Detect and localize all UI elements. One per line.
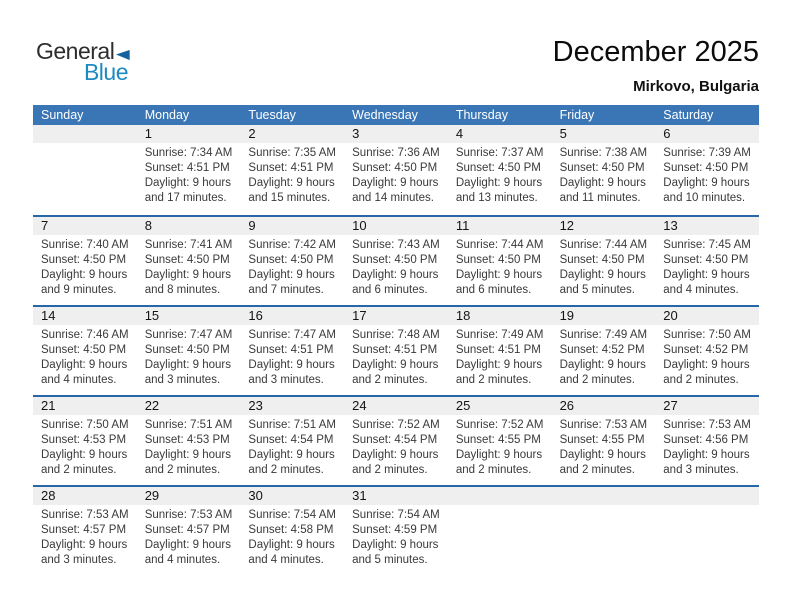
- day-number: 3: [344, 125, 448, 143]
- day-number: 23: [240, 397, 344, 415]
- day-cell: [448, 397, 552, 485]
- day-cell-body: [33, 143, 137, 146]
- week-row: [33, 485, 759, 575]
- day-cell-body: [448, 235, 552, 298]
- day-cell: [344, 217, 448, 305]
- sunrise-text: Sunrise: 7:35 AM: [248, 147, 336, 159]
- day-cell-body: [344, 235, 448, 298]
- day-number: 20: [655, 307, 759, 325]
- daylight-text-line2: and 13 minutes.: [455, 192, 538, 204]
- day-number: 6: [655, 125, 759, 143]
- day-number: 25: [448, 397, 552, 415]
- daylight-text-line1: Daylight: 9 hours: [663, 359, 750, 371]
- daylight-text-line1: Daylight: 9 hours: [41, 539, 128, 551]
- daylight-text-line2: and 11 minutes.: [559, 192, 641, 204]
- sunrise-text: Sunrise: 7:54 AM: [352, 509, 440, 521]
- day-cell-body: [552, 143, 656, 206]
- day-cell-body: [137, 325, 241, 388]
- daylight-text-line2: and 2 minutes.: [352, 374, 428, 386]
- day-cell-body: [552, 505, 656, 508]
- daylight-text-line1: Daylight: 9 hours: [144, 359, 231, 371]
- daylight-text-line2: and 2 minutes.: [455, 464, 532, 476]
- sunset-text: Sunset: 4:54 PM: [248, 434, 334, 446]
- day-cell: [448, 307, 552, 395]
- day-cell: [137, 487, 241, 575]
- sunrise-text: Sunrise: 7:38 AM: [559, 147, 648, 159]
- day-cell-body: [448, 415, 552, 478]
- sunrise-text: Sunrise: 7:54 AM: [248, 509, 336, 521]
- daylight-text-line2: and 3 minutes.: [663, 464, 739, 476]
- sunrise-text: Sunrise: 7:53 AM: [41, 509, 129, 521]
- daylight-text-line2: and 7 minutes.: [248, 284, 324, 296]
- day-cell-body: [655, 505, 759, 508]
- daylight-text-line2: and 10 minutes.: [663, 192, 746, 204]
- sunset-text: Sunset: 4:51 PM: [248, 344, 334, 356]
- daylight-text-line1: Daylight: 9 hours: [248, 177, 335, 189]
- day-cell-body: [240, 415, 344, 478]
- day-number: [33, 125, 137, 143]
- sunset-text: Sunset: 4:50 PM: [144, 254, 230, 266]
- day-cell-body: [552, 415, 656, 478]
- day-cell-body: [33, 325, 137, 388]
- weekday-label-thursday: Thursday: [455, 108, 508, 122]
- sunrise-text: Sunrise: 7:47 AM: [248, 329, 336, 341]
- sunset-text: Sunset: 4:59 PM: [352, 524, 438, 536]
- day-number: 31: [344, 487, 448, 505]
- day-cell: [240, 125, 344, 215]
- day-cell-body: [240, 235, 344, 298]
- daylight-text-line2: and 2 minutes.: [144, 464, 221, 476]
- sunset-text: Sunset: 4:50 PM: [559, 254, 645, 266]
- day-cell: [240, 307, 344, 395]
- day-cell-body: [655, 235, 759, 298]
- daylight-text-line2: and 5 minutes.: [559, 284, 635, 296]
- day-number: 26: [552, 397, 656, 415]
- daylight-text-line2: and 14 minutes.: [352, 192, 434, 204]
- day-cell: [33, 307, 137, 395]
- day-number: 11: [448, 217, 552, 235]
- sunrise-text: Sunrise: 7:43 AM: [352, 239, 440, 251]
- day-number: [448, 487, 552, 505]
- day-cell: [344, 125, 448, 215]
- day-cell: [137, 397, 241, 485]
- sunrise-text: Sunrise: 7:50 AM: [663, 329, 751, 341]
- day-cell-body: [344, 415, 448, 478]
- day-cell-body: [448, 325, 552, 388]
- day-cell: [344, 307, 448, 395]
- sunset-text: Sunset: 4:50 PM: [352, 162, 438, 174]
- daylight-text-line2: and 4 minutes.: [663, 284, 739, 296]
- daylight-text-line1: Daylight: 9 hours: [559, 449, 646, 461]
- sunset-text: Sunset: 4:50 PM: [663, 162, 749, 174]
- daylight-text-line2: and 2 minutes.: [559, 464, 635, 476]
- daylight-text-line1: Daylight: 9 hours: [455, 359, 543, 371]
- daylight-text-line1: Daylight: 9 hours: [559, 359, 646, 371]
- day-cell: [552, 307, 656, 395]
- daylight-text-line2: and 4 minutes.: [248, 554, 324, 566]
- sunrise-text: Sunrise: 7:49 AM: [455, 329, 544, 341]
- daylight-text-line2: and 2 minutes.: [663, 374, 739, 386]
- sunrise-text: Sunrise: 7:42 AM: [248, 239, 336, 251]
- sunset-text: Sunset: 4:55 PM: [455, 434, 541, 446]
- logo-text-general: General: [36, 38, 115, 64]
- sunset-text: Sunset: 4:51 PM: [455, 344, 541, 356]
- daylight-text-line2: and 9 minutes.: [41, 284, 117, 296]
- sunrise-text: Sunrise: 7:45 AM: [663, 239, 751, 251]
- sunrise-text: Sunrise: 7:36 AM: [352, 147, 440, 159]
- weekday-label-wednesday: Wednesday: [352, 108, 418, 122]
- weekday-label-sunday: Sunday: [41, 108, 84, 122]
- day-cell-body: [655, 415, 759, 478]
- sunrise-text: Sunrise: 7:48 AM: [352, 329, 440, 341]
- week-row: [33, 395, 759, 485]
- day-number: [655, 487, 759, 505]
- sunset-text: Sunset: 4:56 PM: [663, 434, 749, 446]
- sunset-text: Sunset: 4:50 PM: [455, 254, 541, 266]
- day-number: 18: [448, 307, 552, 325]
- day-cell: [448, 217, 552, 305]
- daylight-text-line2: and 3 minutes.: [144, 374, 221, 386]
- day-cell: [33, 487, 137, 575]
- sunset-text: Sunset: 4:53 PM: [41, 434, 127, 446]
- day-number: 1: [137, 125, 241, 143]
- day-number: 21: [33, 397, 137, 415]
- day-number: [552, 487, 656, 505]
- day-number: 2: [240, 125, 344, 143]
- daylight-text-line2: and 3 minutes.: [41, 554, 117, 566]
- daylight-text-line2: and 17 minutes.: [144, 192, 227, 204]
- day-cell-body: [655, 325, 759, 388]
- day-cell-body: [33, 235, 137, 298]
- general-blue-logo: [36, 40, 130, 84]
- day-cell-body: [448, 505, 552, 508]
- daylight-text-line1: Daylight: 9 hours: [144, 177, 231, 189]
- logo-text-blue: Blue: [83, 59, 128, 85]
- sunrise-text: Sunrise: 7:49 AM: [559, 329, 648, 341]
- page-title: December 2025: [552, 36, 759, 68]
- daylight-text-line1: Daylight: 9 hours: [248, 449, 335, 461]
- daylight-text-line2: and 5 minutes.: [352, 554, 428, 566]
- sunset-text: Sunset: 4:50 PM: [144, 344, 230, 356]
- daylight-text-line2: and 15 minutes.: [248, 192, 331, 204]
- day-cell: [552, 125, 656, 215]
- day-number: 16: [240, 307, 344, 325]
- day-cell-body: [240, 325, 344, 388]
- daylight-text-line2: and 2 minutes.: [455, 374, 532, 386]
- sunrise-text: Sunrise: 7:46 AM: [41, 329, 129, 341]
- day-number: 14: [33, 307, 137, 325]
- sunrise-text: Sunrise: 7:51 AM: [248, 419, 336, 431]
- day-cell: [33, 125, 137, 215]
- sunset-text: Sunset: 4:57 PM: [41, 524, 127, 536]
- weeks-container: [33, 125, 759, 575]
- day-cell-body: [137, 143, 241, 206]
- daylight-text-line2: and 6 minutes.: [455, 284, 532, 296]
- day-cell: [448, 125, 552, 215]
- day-cell-body: [137, 235, 241, 298]
- sunrise-text: Sunrise: 7:41 AM: [144, 239, 233, 251]
- daylight-text-line2: and 2 minutes.: [559, 374, 635, 386]
- day-cell-body: [240, 143, 344, 206]
- day-cell-body: [137, 415, 241, 478]
- day-number: 17: [344, 307, 448, 325]
- daylight-text-line1: Daylight: 9 hours: [663, 269, 750, 281]
- sunset-text: Sunset: 4:50 PM: [663, 254, 749, 266]
- day-cell: [344, 487, 448, 575]
- day-cell-body: [552, 235, 656, 298]
- title-block: [553, 36, 759, 95]
- day-number: 4: [448, 125, 552, 143]
- sunrise-text: Sunrise: 7:44 AM: [559, 239, 648, 251]
- week-row: [33, 215, 759, 305]
- sunrise-text: Sunrise: 7:53 AM: [144, 509, 233, 521]
- day-number: 13: [655, 217, 759, 235]
- day-number: 7: [33, 217, 137, 235]
- day-cell-body: [240, 505, 344, 568]
- daylight-text-line1: Daylight: 9 hours: [663, 177, 750, 189]
- sunrise-text: Sunrise: 7:34 AM: [144, 147, 233, 159]
- daylight-text-line2: and 2 minutes.: [352, 464, 428, 476]
- week-row: [33, 125, 759, 215]
- day-number: 27: [655, 397, 759, 415]
- daylight-text-line1: Daylight: 9 hours: [352, 177, 439, 189]
- day-cell: [552, 397, 656, 485]
- day-cell-body: [33, 505, 137, 568]
- daylight-text-line1: Daylight: 9 hours: [559, 269, 646, 281]
- daylight-text-line1: Daylight: 9 hours: [144, 539, 231, 551]
- sunrise-text: Sunrise: 7:40 AM: [41, 239, 129, 251]
- day-cell: [552, 217, 656, 305]
- sunrise-text: Sunrise: 7:50 AM: [41, 419, 129, 431]
- sunset-text: Sunset: 4:58 PM: [248, 524, 334, 536]
- daylight-text-line1: Daylight: 9 hours: [455, 177, 543, 189]
- sunset-text: Sunset: 4:57 PM: [144, 524, 230, 536]
- day-cell: [655, 397, 759, 485]
- daylight-text-line1: Daylight: 9 hours: [248, 269, 335, 281]
- daylight-text-line2: and 2 minutes.: [41, 464, 117, 476]
- day-cell-body: [655, 143, 759, 206]
- daylight-text-line1: Daylight: 9 hours: [41, 449, 128, 461]
- sunset-text: Sunset: 4:52 PM: [663, 344, 749, 356]
- day-cell-body: [33, 415, 137, 478]
- day-cell-body: [344, 325, 448, 388]
- calendar-table: [33, 105, 759, 575]
- sunrise-text: Sunrise: 7:52 AM: [352, 419, 440, 431]
- sunset-text: Sunset: 4:50 PM: [559, 162, 645, 174]
- day-cell: [655, 217, 759, 305]
- day-number: 9: [240, 217, 344, 235]
- daylight-text-line1: Daylight: 9 hours: [41, 269, 128, 281]
- day-number: 8: [137, 217, 241, 235]
- daylight-text-line1: Daylight: 9 hours: [144, 269, 231, 281]
- day-number: 28: [33, 487, 137, 505]
- day-cell-body: [137, 505, 241, 568]
- day-cell: [655, 307, 759, 395]
- daylight-text-line2: and 6 minutes.: [352, 284, 428, 296]
- day-number: 29: [137, 487, 241, 505]
- daylight-text-line2: and 8 minutes.: [144, 284, 221, 296]
- sunset-text: Sunset: 4:50 PM: [41, 344, 127, 356]
- day-cell: [344, 397, 448, 485]
- daylight-text-line2: and 4 minutes.: [144, 554, 221, 566]
- day-number: 24: [344, 397, 448, 415]
- sunset-text: Sunset: 4:51 PM: [352, 344, 438, 356]
- daylight-text-line1: Daylight: 9 hours: [663, 449, 750, 461]
- sunrise-text: Sunrise: 7:39 AM: [663, 147, 751, 159]
- day-cell: [655, 125, 759, 215]
- day-cell: [33, 397, 137, 485]
- sunrise-text: Sunrise: 7:53 AM: [663, 419, 751, 431]
- sunset-text: Sunset: 4:51 PM: [144, 162, 230, 174]
- daylight-text-line1: Daylight: 9 hours: [248, 359, 335, 371]
- sunset-text: Sunset: 4:50 PM: [455, 162, 541, 174]
- day-cell: [655, 487, 759, 575]
- day-cell: [137, 125, 241, 215]
- day-cell: [240, 487, 344, 575]
- daylight-text-line1: Daylight: 9 hours: [455, 269, 543, 281]
- week-row: [33, 305, 759, 395]
- daylight-text-line1: Daylight: 9 hours: [41, 359, 128, 371]
- day-cell-body: [552, 325, 656, 388]
- day-number: 12: [552, 217, 656, 235]
- day-number: 30: [240, 487, 344, 505]
- day-number: 5: [552, 125, 656, 143]
- sunset-text: Sunset: 4:53 PM: [144, 434, 230, 446]
- day-cell: [240, 397, 344, 485]
- sunset-text: Sunset: 4:55 PM: [559, 434, 645, 446]
- day-cell: [137, 307, 241, 395]
- sunset-text: Sunset: 4:50 PM: [248, 254, 334, 266]
- day-number: 22: [137, 397, 241, 415]
- daylight-text-line2: and 2 minutes.: [248, 464, 324, 476]
- sunrise-text: Sunrise: 7:37 AM: [455, 147, 544, 159]
- sunset-text: Sunset: 4:52 PM: [559, 344, 645, 356]
- weekday-label-tuesday: Tuesday: [248, 108, 296, 122]
- day-cell: [552, 487, 656, 575]
- daylight-text-line1: Daylight: 9 hours: [559, 177, 646, 189]
- weekday-label-monday: Monday: [144, 108, 190, 122]
- daylight-text-line1: Daylight: 9 hours: [144, 449, 231, 461]
- sunrise-text: Sunrise: 7:53 AM: [559, 419, 648, 431]
- day-cell: [137, 217, 241, 305]
- daylight-text-line1: Daylight: 9 hours: [352, 269, 439, 281]
- sunrise-text: Sunrise: 7:51 AM: [144, 419, 233, 431]
- page-subtitle: Mirkovo, Bulgaria: [633, 78, 759, 96]
- sunrise-text: Sunrise: 7:52 AM: [455, 419, 544, 431]
- daylight-text-line1: Daylight: 9 hours: [352, 359, 439, 371]
- daylight-text-line2: and 3 minutes.: [248, 374, 324, 386]
- day-cell: [448, 487, 552, 575]
- day-cell-body: [448, 143, 552, 206]
- sunrise-text: Sunrise: 7:47 AM: [144, 329, 233, 341]
- weekday-label-saturday: Saturday: [663, 108, 714, 122]
- daylight-text-line1: Daylight: 9 hours: [352, 539, 439, 551]
- day-number: 10: [344, 217, 448, 235]
- day-cell: [33, 217, 137, 305]
- sunset-text: Sunset: 4:50 PM: [352, 254, 438, 266]
- day-cell-body: [344, 143, 448, 206]
- sunset-text: Sunset: 4:51 PM: [248, 162, 334, 174]
- day-number: 19: [552, 307, 656, 325]
- day-cell: [240, 217, 344, 305]
- sunset-text: Sunset: 4:50 PM: [41, 254, 127, 266]
- sunset-text: Sunset: 4:54 PM: [352, 434, 438, 446]
- daylight-text-line2: and 4 minutes.: [41, 374, 117, 386]
- sunrise-text: Sunrise: 7:44 AM: [455, 239, 544, 251]
- day-number: 15: [137, 307, 241, 325]
- daylight-text-line1: Daylight: 9 hours: [352, 449, 439, 461]
- daylight-text-line1: Daylight: 9 hours: [248, 539, 335, 551]
- weekday-label-friday: Friday: [559, 108, 595, 122]
- weekday-header-row: [33, 105, 759, 125]
- daylight-text-line1: Daylight: 9 hours: [455, 449, 543, 461]
- day-cell-body: [344, 505, 448, 568]
